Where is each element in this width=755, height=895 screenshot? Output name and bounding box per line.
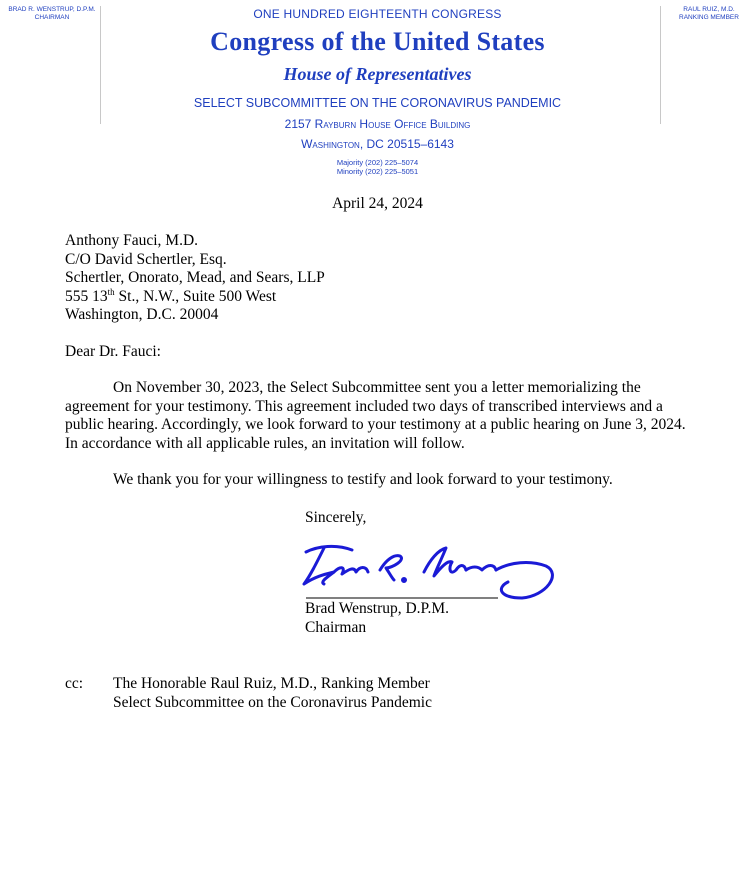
signature-image [296, 536, 566, 608]
recipient-line: Schertler, Onorato, Mead, and Sears, LLP [65, 269, 325, 286]
ranking-member-title: RANKING MEMBER [679, 14, 739, 21]
house-title: House of Representatives [283, 64, 472, 84]
cc-block [113, 675, 432, 712]
minority-phone: Minority (202) 225–5051 [336, 167, 419, 176]
chairman-name: BRAD R. WENSTRUP, D.P.M. [8, 6, 96, 13]
ranking-member-name: RAUL RUIZ, M.D. [683, 6, 735, 13]
signer-name: Brad Wenstrup, D.P.M. [305, 600, 449, 617]
chairman-title: CHAIRMAN [34, 14, 70, 21]
subcommittee-name: SELECT SUBCOMMITTEE ON THE CORONAVIRUS PANDEMIC [193, 96, 562, 110]
letter-date: April 24, 2024 [332, 195, 423, 212]
recipient-line: C/O David Schertler, Esq. [65, 250, 227, 268]
congress-line: ONE HUNDRED EIGHTEENTH CONGRESS [253, 7, 502, 21]
cc-label: cc: [65, 675, 84, 692]
signer-block [305, 600, 449, 637]
body-paragraph-2: We thank you for your willingness to testify and look forward to your testimony. [113, 471, 613, 488]
city-address: Washington, DC 20515–6143 [301, 137, 454, 151]
signer-title: Chairman [305, 618, 367, 636]
recipient-line: Washington, D.C. 20004 [65, 306, 219, 323]
office-address: 2157 Rayburn House Office Building [284, 117, 471, 131]
body-paragraph-1: On November 30, 2023, the Select Subcommittee sent you a letter memorializing the agreement for your testimony. This agreement included two days of transcribed interviews and a public hearing. Accordingly, we look forward to your testimony at a public hearing on June 3, 2024. In accordance with all applicable rules, an invitation will follow. [65, 379, 686, 452]
recipient-line: 555 13th St., N.W., Suite 500 West [65, 286, 277, 305]
recipient-line: Anthony Fauci, M.D. [65, 232, 199, 249]
congress-title: Congress of the United States [210, 27, 545, 56]
recipient-address [65, 232, 565, 325]
cc-line: The Honorable Raul Ruiz, M.D., Ranking Member [113, 675, 430, 692]
salutation: Dear Dr. Fauci: [65, 343, 161, 360]
majority-phone: Majority (202) 225–5074 [336, 158, 419, 167]
cc-line: Select Subcommittee on the Coronavirus Pandemic [113, 693, 432, 711]
closing: Sincerely, [305, 509, 367, 526]
